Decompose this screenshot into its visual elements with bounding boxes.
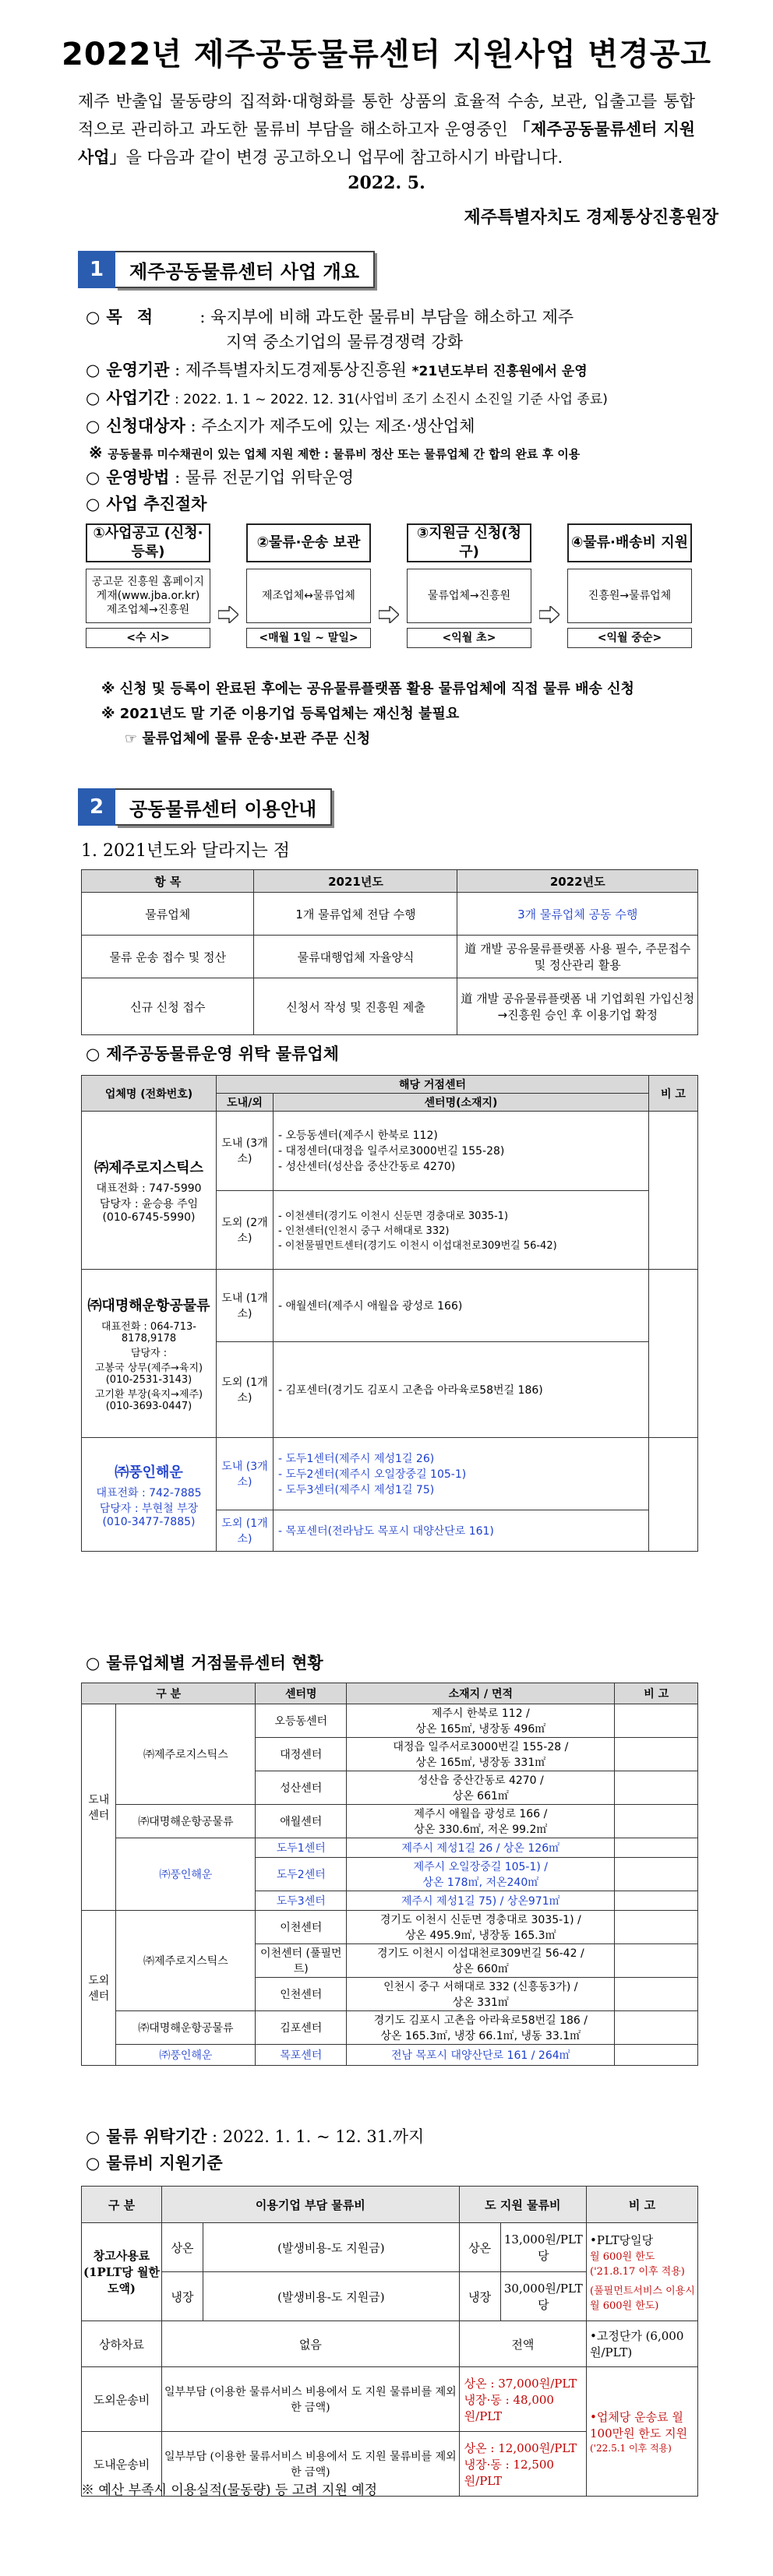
item-label: 사업 추진절차 [106, 494, 207, 513]
circle-bullet-icon: ○ [86, 388, 101, 407]
step-3 [407, 523, 531, 648]
center-location [347, 1891, 615, 1911]
center-entry: - 애월센터(제주시 애월읍 광성로 166) [278, 1300, 463, 1313]
arrow-right-icon [379, 606, 399, 623]
section1-title: 제주공동물류센터 사업 개요 [115, 251, 375, 288]
step-4 [567, 523, 692, 648]
table-header: 소재지 / 면적 [347, 1683, 615, 1704]
burden-cell: 일부부담 (이용한 물류서비스 비용에서 도 지원 물류비를 제외한 금액) [162, 2367, 460, 2432]
table-cell: 신규 신청 접수 [82, 978, 254, 1035]
center-address: 제주시 한북로 112 / [431, 1707, 530, 1720]
center-entry: - 도두2센터(제주시 오일장중길 105-1) [278, 1468, 467, 1481]
note-mark: ※ [89, 442, 103, 462]
table-cell: 물류 운송 접수 및 정산 [82, 936, 254, 978]
item-text: : 제주특별자치도경제통상진흥원 [175, 361, 407, 379]
center-address: 제주시 제성1길 26 / 상온 126㎡ [401, 1842, 560, 1855]
vendor-cell [82, 1438, 217, 1552]
center-list [274, 1342, 649, 1438]
item-text: : 2022. 1. 1 ~ 2022. 12. 31(사업비 조기 소진시 소진일 기준 사업 종료) [175, 392, 608, 407]
table-row [82, 2223, 698, 2272]
remark-cell [615, 1704, 698, 1738]
table-header: 비 고 [615, 1683, 698, 1704]
center-entry: - 도두1센터(제주시 제성1길 26) [278, 1453, 435, 1465]
remark-cell [615, 2045, 698, 2066]
step-body: 진흥원→물류업체 [567, 569, 692, 623]
center-area: 상온 165㎡, 냉장동 496㎡ [415, 1723, 546, 1736]
center-address: 경기도 이천시 이섭대천로309번길 56-42 / [376, 1947, 584, 1960]
vendor-info: 고봉국 상무(제주→육지) [94, 1362, 203, 1374]
note-reregister: ※ 2021년도 말 기준 이용기업 등록업체는 재신청 불필요 [101, 706, 460, 722]
item-text: : 2022. 1. 1. ~ 12. 31.까지 [212, 2127, 425, 2146]
temp-label: 상온 [459, 2223, 500, 2272]
table-header: 비 고 [649, 1076, 698, 1112]
section1-header [78, 251, 375, 288]
center-entry: - 김포센터(경기도 김포시 고촌읍 아라육로58번길 186) [278, 1384, 543, 1397]
row-label: 상하차료 [82, 2321, 162, 2367]
table-cell: 道 개발 공유물류플랫폼 내 기업회원 가입신청→진흥원 승인 후 이용기업 확정 [457, 978, 698, 1035]
center-location [347, 1911, 615, 1944]
center-list [274, 1112, 649, 1191]
center-name: 도두3센터 [256, 1891, 347, 1911]
remark-cell [649, 1112, 698, 1270]
remark-cell [615, 1838, 698, 1858]
step-foot: <익월 초> [407, 628, 531, 648]
center-location [347, 2045, 615, 2066]
support-room: 상온 : 12,000원/PLT [464, 2440, 577, 2455]
item-extra: *21년도부터 진흥원에서 운영 [411, 364, 588, 379]
section2-title: 공동물류센터 이용안내 [115, 788, 332, 826]
table-row [82, 2321, 698, 2367]
vendor-name: ㈜대명해운항공물류 [87, 1298, 210, 1314]
step-foot: <매월 1일 ~ 말일> [246, 628, 371, 648]
subheading-text: 제주공동물류운영 위탁 물류업체 [106, 1044, 339, 1063]
item-period [86, 386, 608, 411]
item-text: 지역 중소기업의 물류경쟁력 강화 [226, 333, 464, 351]
subheading-centers [86, 1651, 323, 1675]
table-header: 이용기업 부담 물류비 [162, 2187, 460, 2223]
company-cell: ㈜대명해운항공물류 [116, 2011, 256, 2045]
support-cold: 냉장·동 : 12,500원/PLT [464, 2457, 554, 2488]
arrow-right-icon [539, 606, 559, 623]
item-label: 물류 위탁기간 [106, 2127, 207, 2146]
remark-cell [615, 1771, 698, 1805]
circle-bullet-icon: ○ [86, 494, 101, 513]
vendor-info: (010-6745-5990) [102, 1211, 196, 1224]
center-address: 대정읍 일주서로3000번길 155-28 / [393, 1741, 569, 1753]
circle-bullet-icon: ○ [86, 416, 101, 435]
table-header: 구 분 [82, 2187, 162, 2223]
vendor-info: 대표전화 : 747-5990 [96, 1182, 202, 1195]
table-header: 구 분 [82, 1683, 256, 1704]
item-label: 운영기관 [106, 360, 170, 379]
step-head: ②물류·운송 보관 [246, 523, 371, 562]
arrow-right-icon [218, 606, 238, 623]
center-area: 상온 178㎡, 저온240㎡ [422, 1876, 539, 1889]
burden-cell: 일부부담 (이용한 물류서비스 비용에서 도 지원 물류비를 제외한 금액) [162, 2432, 460, 2497]
table-row [82, 2011, 698, 2045]
center-area: 상온 165㎡, 냉장동 331㎡ [415, 1757, 546, 1769]
step-2 [246, 523, 371, 648]
center-list [274, 1438, 649, 1510]
note-platform: ※ 신청 및 등록이 완료된 후에는 공유물류플랫폼 활용 물류업체에 직접 물류 배송 신청 [101, 681, 634, 697]
center-entry: - 대정센터(대정읍 일주서로3000번길 155-28) [278, 1145, 505, 1158]
center-area: 상온 331㎡ [452, 1996, 509, 2009]
subheading-changes: 1. 2021년도와 달라지는 점 [81, 841, 290, 861]
center-list [274, 1270, 649, 1342]
table-row [82, 1704, 698, 1738]
center-area: 상온 165.3㎡, 냉장 66.1㎡, 냉동 33.1㎡ [380, 2030, 581, 2042]
row-label: 도내운송비 [82, 2432, 162, 2497]
step-body: 물류업체→진흥원 [407, 569, 531, 623]
center-area: 상온 660㎡ [452, 1963, 509, 1975]
support-cold: 냉장·동 : 48,000원/PLT [464, 2392, 554, 2423]
center-location [347, 1704, 615, 1738]
group-label: 도내 센터 [82, 1704, 116, 1911]
remark-cell [587, 2367, 698, 2497]
center-entry: - 오등동센터(제주시 한북로 112) [278, 1129, 438, 1143]
remark-cell [649, 1270, 698, 1438]
center-list [274, 1510, 649, 1552]
center-entry: - 도두3센터(제주시 제성1길 75) [278, 1484, 435, 1496]
center-name: 도두2센터 [256, 1858, 347, 1891]
center-location [347, 1805, 615, 1838]
circle-bullet-icon: ○ [86, 307, 101, 326]
table-header: 2022년도 [457, 870, 698, 893]
step-head: ①사업공고 (신청·등록) [86, 523, 210, 562]
intro-paragraph [78, 87, 695, 171]
center-address: 전남 목포시 대양산단로 161 / 264㎡ [390, 2049, 570, 2062]
center-entry: - 인천센터(인천시 중구 서해대로 332) [278, 1225, 450, 1238]
group-label: 도외 센터 [82, 1911, 116, 2066]
remark-cell [615, 1738, 698, 1771]
burden-cell: (발생비용-도 지원금) [203, 2272, 460, 2321]
remark-text: (풀필먼트서비스 이용시 월 600원 한도) [590, 2285, 695, 2312]
table-header: 센터명(소재지) [274, 1094, 649, 1112]
circle-bullet-icon: ○ [86, 2127, 101, 2146]
page-title: 2022년 제주공동물류센터 지원사업 변경공고 [62, 37, 711, 72]
remark-cell [615, 1978, 698, 2011]
company-cell: ㈜대명해운항공물류 [116, 1805, 256, 1838]
centers-table [81, 1683, 698, 2066]
section1-number: 1 [78, 251, 115, 288]
table-header: 2021년도 [254, 870, 457, 893]
remark-cell [615, 1858, 698, 1891]
item-operator [86, 358, 588, 383]
center-name: 이천센터 (풀필먼트) [256, 1944, 347, 1978]
center-address: 성산읍 중산간동로 4270 / [417, 1774, 544, 1787]
table-row [82, 936, 698, 978]
vendor-info: (010-3693-0447) [105, 1401, 192, 1412]
notice-date: 2022. 5. [348, 173, 425, 193]
remark-cell [615, 2011, 698, 2045]
vendor-name: ㈜풍인해운 [115, 1464, 183, 1481]
item-label: 물류비 지원기준 [106, 2153, 223, 2173]
remark-cell: •고정단가 (6,000원/PLT) [587, 2321, 698, 2367]
table-row [82, 1438, 698, 1510]
item-label: 운영방법 [106, 467, 170, 487]
subheading-text: 물류업체별 거점물류센터 현황 [106, 1653, 323, 1672]
vendor-info: 대표전화 : 064-713-8178,9178 [101, 1321, 196, 1344]
table-cell: 道 개발 공유물류플랫폼 사용 필수, 주문접수 및 정산관리 활용 [457, 936, 698, 978]
table-cell: 1개 물류업체 전담 수행 [254, 893, 457, 936]
remark-text: 월 600원 한도 ('21.8.17 이후 적용) [590, 2251, 685, 2278]
item-procedure [86, 492, 206, 516]
table-cell: 물류업체 [82, 893, 254, 936]
support-room: 상온 : 37,000원/PLT [464, 2376, 577, 2391]
section2-number: 2 [78, 788, 115, 826]
center-location [347, 1978, 615, 2011]
support-cell: 전액 [459, 2321, 586, 2367]
table-row [82, 2045, 698, 2066]
item-purpose [86, 305, 574, 329]
support-cell: 13,000원/PLT당 [500, 2223, 586, 2272]
region-label: 도내 (3개소) [217, 1438, 274, 1510]
center-address: 제주시 제성1길 75) / 상온971㎡ [401, 1895, 560, 1908]
center-location [347, 1771, 615, 1805]
table-header: 센터명 [256, 1683, 347, 1704]
step-head: ④물류·배송비 지원 [567, 523, 692, 562]
table-header-row [82, 1076, 698, 1094]
table-row [82, 1805, 698, 1838]
support-cell: 30,000원/PLT당 [500, 2272, 586, 2321]
remark-text: •PLT당일당 [590, 2233, 654, 2247]
circle-bullet-icon: ○ [86, 1653, 101, 1672]
step-foot: <익월 중순> [567, 628, 692, 648]
temp-label: 상온 [162, 2223, 203, 2272]
burden-cell: 없음 [162, 2321, 460, 2367]
item-support [86, 2151, 223, 2175]
circle-bullet-icon: ○ [86, 467, 101, 487]
center-entry: - 이천물필먼트센터(경기도 이천시 이섭대천로309번길 56-42) [278, 1240, 557, 1253]
section2-header [78, 788, 332, 826]
vendor-info: (010-3477-7885) [102, 1515, 196, 1528]
table-header-row [82, 2187, 698, 2223]
intro-text-2: 을 다음과 같이 변경 공고하오니 업무에 참고하시기 바랍니다. [125, 148, 563, 167]
center-list [274, 1190, 649, 1270]
center-location [347, 1838, 615, 1858]
issuer: 제주특별자치도 경제통상진흥원장 [464, 207, 718, 227]
temp-label: 냉장 [459, 2272, 500, 2321]
support-cell [459, 2432, 586, 2497]
item-label: 신청대상자 [106, 416, 185, 435]
table-header: 비 고 [587, 2187, 698, 2223]
table-row [82, 1112, 698, 1191]
table-cell: 3개 물류업체 공동 수행 [457, 893, 698, 936]
table-header-row [82, 1683, 698, 1704]
burden-cell: (발생비용-도 지원금) [203, 2223, 460, 2272]
region-label: 도외 (1개소) [217, 1510, 274, 1552]
center-address: 경기도 김포시 고촌읍 아라육로58번길 186 / [373, 2014, 588, 2027]
center-name: 인천센터 [256, 1978, 347, 2011]
center-name: 성산센터 [256, 1771, 347, 1805]
center-name: 애월센터 [256, 1805, 347, 1838]
center-address: 경기도 이천시 신둔면 경충대로 3035-1) / [379, 1914, 581, 1926]
table-header: 도 지원 물류비 [459, 2187, 586, 2223]
table-row [82, 1270, 698, 1342]
item-text: : 육지부에 비해 과도한 물류비 부담을 해소하고 제주 [199, 308, 574, 326]
step-foot: <수 시> [86, 628, 210, 648]
intro-program-name: 「제주공동물류센터 지원사업」 [78, 119, 696, 167]
table-row [82, 1838, 698, 1858]
support-table [81, 2186, 698, 2497]
circle-bullet-icon: ○ [86, 360, 101, 379]
center-address: 제주시 오일장중길 105-1) / [413, 1861, 549, 1873]
table-row [82, 1911, 698, 1944]
table-header-row [82, 870, 698, 893]
item-text: 공동물류 미수채권이 있는 업체 지원 제한 : 물류비 정산 또는 물류업체 간 합의 완료 후 이용 [108, 447, 581, 461]
vendor-info: 대표전화 : 742-7885 [96, 1486, 202, 1499]
table-header: 도내/외 [217, 1094, 274, 1112]
center-entry: - 성산센터(성산읍 중산간동로 4270) [278, 1161, 456, 1174]
center-area: 상온 661㎡ [452, 1790, 509, 1802]
center-location [347, 2011, 615, 2045]
intro-text-1: 제주 반출입 물동량의 집적화·대형화를 통한 상품의 효율적 수송, 보관, 입출고를 통합적으로 관리하고 과도한 물류비 부담을 해소하고자 운영중인 [78, 92, 695, 139]
item-label: 목 적 [106, 307, 158, 326]
step-1 [86, 523, 210, 648]
step-body: 제조업체↔물류업체 [246, 569, 371, 623]
vendor-cell [82, 1112, 217, 1270]
circle-bullet-icon: ○ [86, 1044, 101, 1063]
table-row [82, 893, 698, 936]
vendor-info: 담당자 : 부현철 부장 [99, 1502, 199, 1515]
item-text: : 물류 전문기업 위탁운영 [175, 468, 355, 487]
row-label: 창고사용료 (1PLT당 월한도액) [82, 2223, 162, 2321]
vendor-info: 담당자 : [130, 1348, 168, 1359]
center-address: 인천시 중구 서해대로 332 (신흥동3가) / [383, 1981, 578, 1993]
circle-bullet-icon: ○ [86, 2153, 101, 2173]
center-name: 대정센터 [256, 1738, 347, 1771]
item-label: 사업기간 [106, 388, 170, 407]
remark-cell [615, 1805, 698, 1838]
vendor-name: ㈜제주로지스틱스 [94, 1160, 203, 1176]
table-row [82, 978, 698, 1035]
subheading-vendors [86, 1042, 339, 1066]
remark-text: ('22.5.1 이후 적용) [590, 2443, 672, 2454]
center-name: 이천센터 [256, 1911, 347, 1944]
table-row [82, 2367, 698, 2432]
table-header: 업체명 (전화번호) [82, 1076, 217, 1112]
company-cell: ㈜제주로지스틱스 [116, 1704, 256, 1805]
center-location [347, 1858, 615, 1891]
item-eligible [86, 414, 475, 438]
item-restriction [89, 441, 580, 466]
center-area: 상온 330.6㎡, 저온 99.2㎡ [414, 1824, 548, 1836]
item-purpose-cont [226, 330, 463, 354]
diff-table [81, 869, 698, 1035]
procedure-flow [86, 523, 694, 648]
vendor-table [81, 1075, 698, 1552]
temp-label: 냉장 [162, 2272, 203, 2321]
company-cell: ㈜제주로지스틱스 [116, 1911, 256, 2011]
center-name: 오등동센터 [256, 1704, 347, 1738]
vendor-info: 담당자 : 윤승용 주임 [99, 1198, 199, 1210]
center-name: 도두1센터 [256, 1838, 347, 1858]
center-location [347, 1944, 615, 1978]
remark-cell [615, 1944, 698, 1978]
center-location [347, 1738, 615, 1771]
step-head: ③지원금 신청(청구) [407, 523, 531, 562]
company-cell: ㈜풍인해운 [116, 1838, 256, 1911]
vendor-info: 고기환 부장(육지→제주) [94, 1389, 203, 1401]
region-label: 도내 (1개소) [217, 1270, 274, 1342]
table-header: 항 목 [82, 870, 254, 893]
step-body: 공고문 진흥원 홈페이지 게재(www.jba.or.kr) 제조업체→진흥원 [86, 569, 210, 623]
center-address: 제주시 애월읍 광성로 166 / [414, 1808, 548, 1820]
center-name: 목포센터 [256, 2045, 347, 2066]
remark-cell [649, 1438, 698, 1552]
row-label: 도외운송비 [82, 2367, 162, 2432]
item-period-2 [86, 2125, 424, 2148]
remark-cell [615, 1891, 698, 1911]
support-cell [459, 2367, 586, 2432]
region-label: 도외 (1개소) [217, 1342, 274, 1438]
center-area: 상온 495.9㎡, 냉장동 165.3㎡ [405, 1929, 556, 1942]
footnote: ※ 예산 부족시 이용실적(물동량) 등 고려 지원 예정 [81, 2483, 378, 2498]
region-label: 도외 (2개소) [217, 1190, 274, 1270]
note-order: ☞ 물류업체에 물류 운송·보관 주문 신청 [125, 731, 371, 747]
company-cell: ㈜풍인해운 [116, 2045, 256, 2066]
vendor-cell [82, 1270, 217, 1438]
table-header: 해당 거점센터 [217, 1076, 649, 1094]
region-label: 도내 (3개소) [217, 1112, 274, 1191]
table-cell: 신청서 작성 및 진흥원 제출 [254, 978, 457, 1035]
item-text: : 주소지가 제주도에 있는 제조·생산업체 [190, 417, 475, 435]
remark-cell [615, 1911, 698, 1944]
remark-text: •업체당 운송료 월 100만원 한도 지원 [590, 2410, 688, 2440]
center-entry: - 이천센터(경기도 이천시 신둔면 경충대로 3035-1) [278, 1210, 509, 1223]
center-entry: - 목포센터(전라남도 목포시 대양산단로 161) [278, 1525, 494, 1538]
center-name: 김포센터 [256, 2011, 347, 2045]
vendor-info: (010-2531-3143) [105, 1374, 192, 1386]
remark-cell [587, 2223, 698, 2321]
item-method [86, 466, 354, 489]
table-cell: 물류대행업체 자율양식 [254, 936, 457, 978]
